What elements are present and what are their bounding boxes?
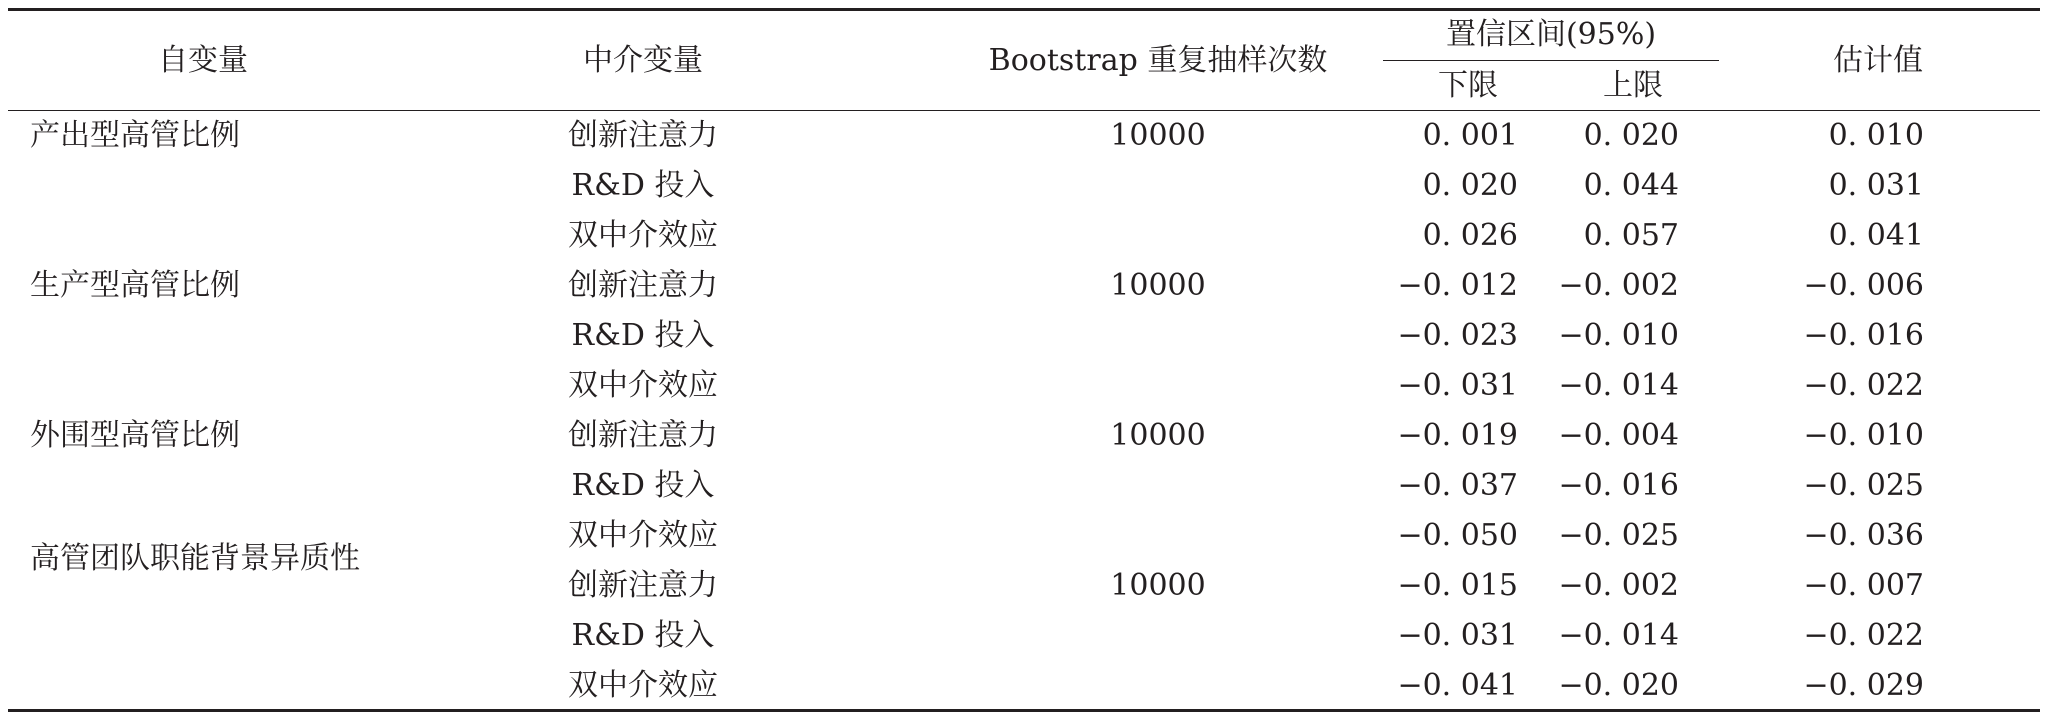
- header-bootstrap: Bootstrap 重复抽样次数: [988, 43, 1328, 78]
- cell-estimate: −0. 016: [1803, 318, 1924, 353]
- header-upper: 上限: [1603, 68, 1663, 103]
- cell-mediator: 双中介效应: [568, 368, 718, 403]
- cell-mediator: 双中介效应: [568, 668, 718, 703]
- cell-estimate: 0. 031: [1828, 168, 1924, 203]
- table-row: [8, 411, 2040, 461]
- cell-bootstrap: [948, 461, 1368, 511]
- cell-estimate: −0. 010: [1803, 418, 1924, 453]
- iv-multiline: 高管团队职能背景异质性: [30, 541, 360, 576]
- cell-mediator: 双中介效应: [568, 518, 718, 553]
- cell-upper: −0. 020: [1558, 668, 1679, 703]
- cell-lower: −0. 031: [1397, 618, 1518, 653]
- cell-lower: −0. 037: [1397, 468, 1518, 503]
- cell-lower: −0. 012: [1397, 268, 1518, 303]
- header-ci-rule: [1383, 60, 1719, 61]
- table-row: [8, 111, 2040, 161]
- cell-estimate: −0. 025: [1803, 468, 1924, 503]
- cell-mediator: R&D 投入: [571, 618, 715, 653]
- cell-bootstrap: [948, 161, 1368, 211]
- cell-estimate: −0. 006: [1803, 268, 1924, 303]
- cell-estimate: −0. 022: [1803, 368, 1924, 403]
- cell-lower: −0. 023: [1397, 318, 1518, 353]
- cell-bootstrap: [948, 511, 1368, 561]
- cell-upper: −0. 014: [1558, 618, 1679, 653]
- table-row: [8, 611, 2040, 661]
- table-row: [8, 661, 2040, 711]
- cell-bootstrap: [948, 611, 1368, 661]
- cell-lower: −0. 015: [1397, 568, 1518, 603]
- header-estimate: 估计值: [1833, 43, 1923, 78]
- cell-upper: 0. 057: [1583, 218, 1679, 253]
- cell-mediator: 创新注意力: [568, 268, 718, 303]
- header-independent: 自变量: [158, 43, 248, 78]
- cell-mediator: R&D 投入: [571, 168, 715, 203]
- cell-mediator: R&D 投入: [571, 468, 715, 503]
- cell-estimate: 0. 041: [1828, 218, 1924, 253]
- cell-upper: −0. 010: [1558, 318, 1679, 353]
- cell-independent: 外围型高管比例: [30, 418, 240, 453]
- cell-lower: 0. 026: [1422, 218, 1518, 253]
- cell-upper: −0. 004: [1558, 418, 1679, 453]
- table-header: [8, 11, 2040, 111]
- cell-estimate: −0. 007: [1803, 568, 1924, 603]
- cell-bootstrap: 10000: [1110, 118, 1206, 153]
- cell-independent: 生产型高管比例: [30, 268, 240, 303]
- cell-estimate: −0. 029: [1803, 668, 1924, 703]
- table-row: [8, 461, 2040, 511]
- cell-bootstrap: [948, 211, 1368, 261]
- table-row: [8, 211, 2040, 261]
- table-row: [8, 361, 2040, 411]
- cell-bootstrap: 10000: [1110, 568, 1206, 603]
- cell-bootstrap: [948, 661, 1368, 711]
- cell-estimate: −0. 022: [1803, 618, 1924, 653]
- cell-estimate: −0. 036: [1803, 518, 1924, 553]
- header-ci: 置信区间(95%): [1445, 17, 1657, 52]
- cell-lower: −0. 050: [1397, 518, 1518, 553]
- cell-mediator: R&D 投入: [571, 318, 715, 353]
- cell-mediator: 创新注意力: [568, 418, 718, 453]
- cell-bootstrap: 10000: [1110, 418, 1206, 453]
- cell-independent: 产出型高管比例: [30, 118, 240, 153]
- header-lower: 下限: [1438, 68, 1498, 103]
- cell-lower: 0. 001: [1422, 118, 1518, 153]
- cell-lower: −0. 041: [1397, 668, 1518, 703]
- cell-estimate: 0. 010: [1828, 118, 1924, 153]
- cell-mediator: 创新注意力: [568, 568, 718, 603]
- cell-lower: −0. 031: [1397, 368, 1518, 403]
- header-mediator: 中介变量: [583, 43, 703, 78]
- cell-upper: −0. 002: [1558, 568, 1679, 603]
- cell-upper: −0. 014: [1558, 368, 1679, 403]
- cell-upper: −0. 002: [1558, 268, 1679, 303]
- cell-upper: 0. 020: [1583, 118, 1679, 153]
- results-table: [8, 8, 2040, 712]
- cell-bootstrap: [948, 311, 1368, 361]
- cell-mediator: 双中介效应: [568, 218, 718, 253]
- cell-bootstrap: 10000: [1110, 268, 1206, 303]
- cell-upper: −0. 016: [1558, 468, 1679, 503]
- cell-bootstrap: [948, 361, 1368, 411]
- cell-upper: −0. 025: [1558, 518, 1679, 553]
- table-row: [8, 311, 2040, 361]
- table-row: [8, 161, 2040, 211]
- cell-upper: 0. 044: [1583, 168, 1679, 203]
- cell-lower: 0. 020: [1422, 168, 1518, 203]
- table-row: [8, 261, 2040, 311]
- cell-lower: −0. 019: [1397, 418, 1518, 453]
- cell-mediator: 创新注意力: [568, 118, 718, 153]
